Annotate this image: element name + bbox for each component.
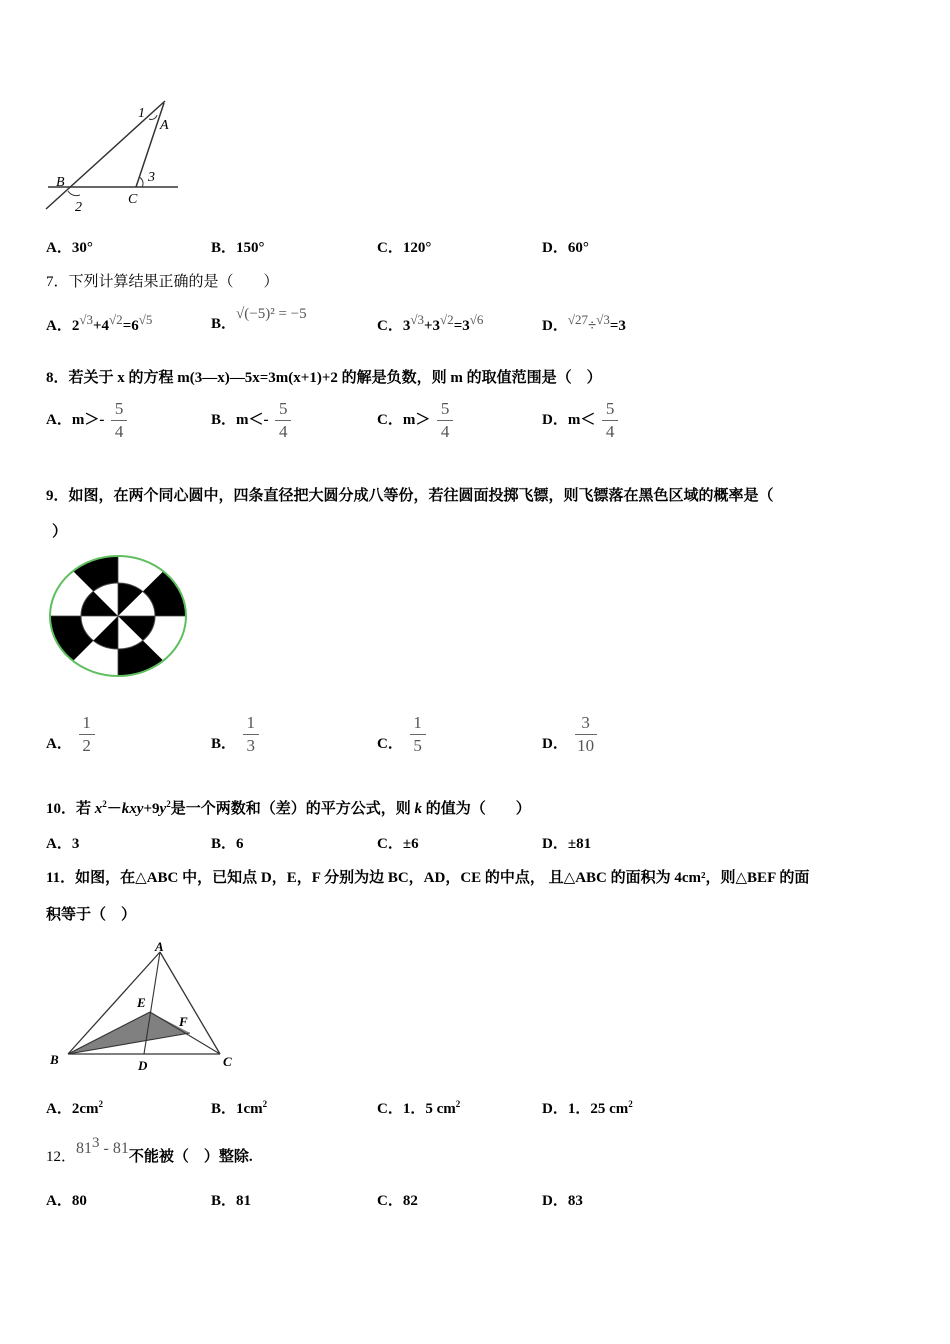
q11-option-c[interactable]: C．1．5 $cm^2$ (377, 1099, 461, 1117)
q6-option-b[interactable]: B．150° (211, 240, 265, 256)
fraction: $\frac{5}{4}$ (437, 400, 453, 441)
label-A: A (160, 118, 169, 133)
q12-option-b[interactable]: B．81 (211, 1193, 252, 1209)
label-C: C (128, 192, 138, 207)
label-D: D (138, 1058, 148, 1073)
q8-option-d[interactable]: D．m＜ $\frac{5}{4}$ (542, 400, 618, 441)
label-2: 2 (75, 200, 82, 215)
q12-stem: 12．813 - 81不能被（ ）整除. (46, 1135, 253, 1165)
q12-option-c[interactable]: C．82 (377, 1193, 418, 1209)
q11-triangle-figure (46, 940, 241, 1075)
q10-option-c[interactable]: C．±6 (377, 836, 419, 852)
fraction: $\frac{5}{4}$ (275, 400, 291, 441)
angle-1-arc (149, 115, 157, 119)
q10-stem: 10．若 $x^2-kxy+9y^2$是一个两数和（差）的平方公式，则 k 的值为（ ） (46, 799, 531, 817)
q12-option-d[interactable]: D．83 (542, 1193, 583, 1209)
fraction: $\frac{1}{3}$ (243, 714, 259, 755)
q12-option-a[interactable]: A．80 (46, 1193, 87, 1209)
angle-2-arc (68, 191, 80, 196)
q9-option-a[interactable]: A． $\frac{1}{2}$ (46, 714, 95, 755)
q7-option-c[interactable]: C．3√3+3√2=3√6 (377, 312, 484, 334)
fraction: $\frac{5}{4}$ (602, 400, 618, 441)
label-A: A (155, 940, 164, 954)
q11-option-d[interactable]: D．1．25 $cm^2$ (542, 1099, 633, 1117)
q10-option-d[interactable]: D．±81 (542, 836, 592, 852)
q11-option-a[interactable]: A．$2cm^2$ (46, 1099, 103, 1117)
label-E: E (137, 995, 146, 1010)
q9-option-c[interactable]: C． $\frac{1}{5}$ (377, 714, 426, 755)
q9-dartboard-figure (46, 553, 191, 681)
q9-option-b[interactable]: B． $\frac{1}{3}$ (211, 714, 259, 755)
q7-option-a[interactable]: A．2√3+4√2=6√5 (46, 312, 153, 334)
q8-option-a[interactable]: A．m＞- $\frac{5}{4}$ (46, 400, 127, 441)
q9-stem-line1: 9．如图，在两个同心圆中，四条直径把大圆分成八等份，若往圆面投掷飞镖，则飞镖落在黑色区域的概率是（ (46, 488, 774, 504)
q11-option-b[interactable]: B．$1cm^2$ (211, 1099, 268, 1117)
label-C: C (223, 1054, 232, 1069)
q8-option-b[interactable]: B．m＜- $\frac{5}{4}$ (211, 400, 291, 441)
q7-option-b[interactable]: B．√(−5)² = −5 (211, 306, 307, 332)
label-1: 1 (138, 106, 145, 121)
q10-option-b[interactable]: B．6 (211, 836, 244, 852)
fraction: $\frac{1}{2}$ (79, 714, 95, 755)
label-3: 3 (148, 170, 155, 185)
fraction: $\frac{3}{10}$ (575, 714, 597, 755)
q6-option-c[interactable]: C．120° (377, 240, 432, 256)
label-F: F (179, 1014, 188, 1029)
q7-option-d[interactable]: D．√27÷√3=3 (542, 312, 626, 334)
fraction: $\frac{5}{4}$ (111, 400, 127, 441)
q11-stem-line2: 积等于（ ） (46, 907, 137, 923)
q9-option-d[interactable]: D． $\frac{3}{10}$ (542, 714, 597, 755)
q6-option-d[interactable]: D．60° (542, 240, 589, 256)
label-B: B (56, 175, 65, 190)
q9-stem-line2: ） (52, 524, 68, 540)
q10-option-a[interactable]: A．3 (46, 836, 80, 852)
q6-angle-figure (40, 95, 185, 220)
q7-stem: 7．下列计算结果正确的是（ ） (46, 274, 279, 290)
q8-option-c[interactable]: C．m＞ $\frac{5}{4}$ (377, 400, 453, 441)
label-B: B (50, 1052, 59, 1067)
q6-option-a[interactable]: A．30° (46, 240, 93, 256)
q11-stem-line1: 11．如图，在△ABC 中，已知点 D，E，F 分别为边 BC，AD，CE 的中点， 且△ABC 的面积为 4cm²，则△BEF 的面 (46, 870, 810, 886)
fraction: $\frac{1}{5}$ (410, 714, 426, 755)
q8-stem: 8．若关于 x 的方程 m(3—x)—5x=3m(x+1)+2 的解是负数，则 m 的取值范围是（ ） (46, 370, 602, 386)
